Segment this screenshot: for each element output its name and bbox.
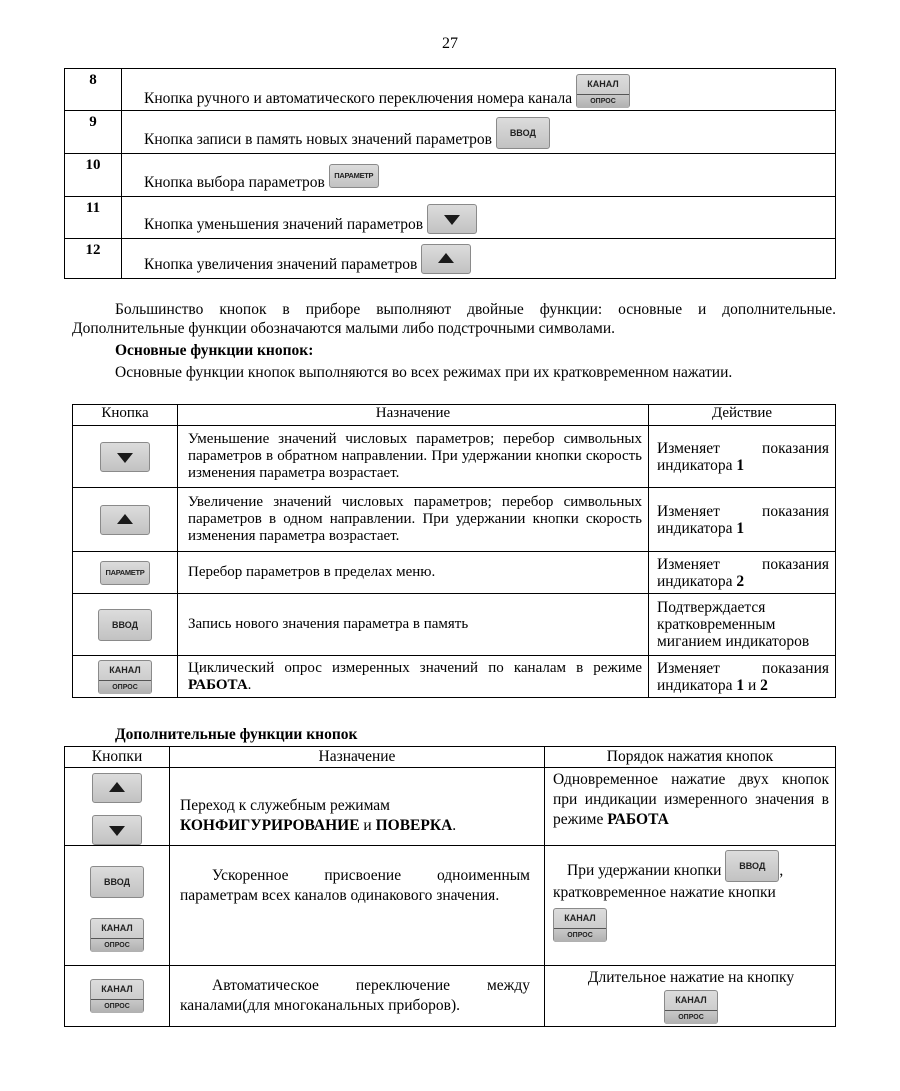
col-header-order: Порядок нажатия кнопок (545, 747, 836, 768)
up-arrow-button (100, 505, 150, 535)
row-number: 12 (65, 239, 122, 279)
down-arrow-icon (444, 215, 460, 225)
purpose-cell: Запись нового значения параметра в память (178, 594, 649, 656)
down-arrow-icon (109, 826, 125, 836)
purpose-cell: Перебор параметров в пределах меню. (178, 552, 649, 594)
parametr-button: ПАРАМЕТР (329, 164, 379, 188)
row-text: Кнопка ручного и автоматического переключения номера канала (144, 90, 573, 107)
order-cell: Длительное нажатие на кнопку КАНАЛ ОПРОС (545, 966, 836, 1027)
action-cell: Изменяет показания индикатора 2 (649, 552, 836, 594)
up-arrow-button (421, 244, 471, 274)
row-number: 9 (65, 111, 122, 154)
purpose-cell: Ускоренное присвоение одноименным параметрам всех каналов одинакового значения. (170, 846, 545, 966)
row-number: 11 (65, 197, 122, 239)
row-text: Кнопка выбора параметров (144, 174, 325, 191)
table-row (73, 656, 836, 698)
order-cell: При удержании кнопки ВВОД , кратковременное нажатие кнопки КАНАЛ ОПРОС (545, 846, 836, 966)
row-text: Кнопка уменьшения значений параметров (144, 216, 424, 233)
up-arrow-icon (438, 253, 454, 263)
kanal-opros-button: КАНАЛ ОПРОС (98, 660, 152, 694)
purpose-cell: Увеличение значений числовых параметров; перебор символьных параметров в одном направлении. При удержании кнопки скорость изменения параметра возрастает. (178, 488, 649, 552)
down-arrow-button (92, 815, 142, 845)
page-number: 27 (442, 35, 458, 52)
action-cell: Изменяет показания индикатора 1 (649, 426, 836, 488)
table-row (65, 966, 836, 1027)
table-row (73, 426, 836, 488)
col-header-purpose: Назначение (178, 405, 649, 426)
table-row (65, 846, 836, 966)
intro-paragraph: Большинство кнопок в приборе выполняют двойные функции: основные и дополнительные. Дополнительные функции обозначаются малыми либо подстрочными символами. (72, 301, 836, 337)
up-arrow-icon (117, 514, 133, 524)
table-row (65, 768, 836, 846)
extra-functions-table (64, 746, 836, 1027)
purpose-cell: Циклический опрос измеренных значений по каналам в режиме РАБОТА. (178, 656, 649, 698)
purpose-cell: Уменьшение значений числовых параметров; перебор символьных параметров в обратном направлении. При удержании кнопки скорость изменения параметра возрастает. (178, 426, 649, 488)
action-cell: Подтверждается кратковременным миганием индикаторов (649, 594, 836, 656)
kanal-opros-button: КАНАЛ ОПРОС (90, 918, 144, 952)
down-arrow-button (427, 204, 477, 234)
up-arrow-icon (109, 782, 125, 792)
action-cell: Изменяет показания индикатора 1 и 2 (649, 656, 836, 698)
table-row (73, 552, 836, 594)
table-row (73, 594, 836, 656)
row-text: Кнопка увеличения значений параметров (144, 256, 418, 273)
order-cell: Одновременное нажатие двух кнопок при индикации измеренного значения в режиме РАБОТА (545, 768, 836, 846)
purpose-cell: Переход к служебным режимам КОНФИГУРИРОВАНИЕ и ПОВЕРКА. (170, 768, 545, 846)
row-number: 10 (65, 154, 122, 197)
row-number: 8 (65, 69, 122, 111)
vvod-button: ВВОД (98, 609, 152, 641)
col-header-purpose: Назначение (170, 747, 545, 768)
kanal-opros-button: КАНАЛ ОПРОС (90, 979, 144, 1013)
down-arrow-icon (117, 453, 133, 463)
row-text: Кнопка записи в память новых значений параметров (144, 131, 492, 148)
col-header-button: Кнопка (73, 405, 178, 426)
vvod-button: ВВОД (90, 866, 144, 898)
heading-main-functions: Основные функции кнопок: (115, 342, 314, 359)
heading-extra-functions: Дополнительные функции кнопок (115, 726, 358, 743)
col-header-action: Действие (649, 405, 836, 426)
buttons-list-table (64, 68, 836, 279)
vvod-button: ВВОД (725, 850, 779, 882)
table-row (73, 488, 836, 552)
down-arrow-button (100, 442, 150, 472)
kanal-opros-button: КАНАЛ ОПРОС (553, 908, 607, 942)
action-cell: Изменяет показания индикатора 1 (649, 488, 836, 552)
up-arrow-button (92, 773, 142, 803)
main-functions-paragraph: Основные функции кнопок выполняются во всех режимах при их кратковременном нажатии. (115, 364, 733, 381)
kanal-opros-button: КАНАЛ ОПРОС (664, 990, 718, 1024)
vvod-button: ВВОД (496, 117, 550, 149)
purpose-cell: Автоматическое переключение между каналами(для многоканальных приборов). (170, 966, 545, 1027)
main-functions-table (72, 404, 836, 698)
col-header-buttons: Кнопки (65, 747, 170, 768)
parametr-button: ПАРАМЕТР (100, 561, 150, 585)
kanal-opros-button: КАНАЛ ОПРОС (576, 74, 630, 108)
